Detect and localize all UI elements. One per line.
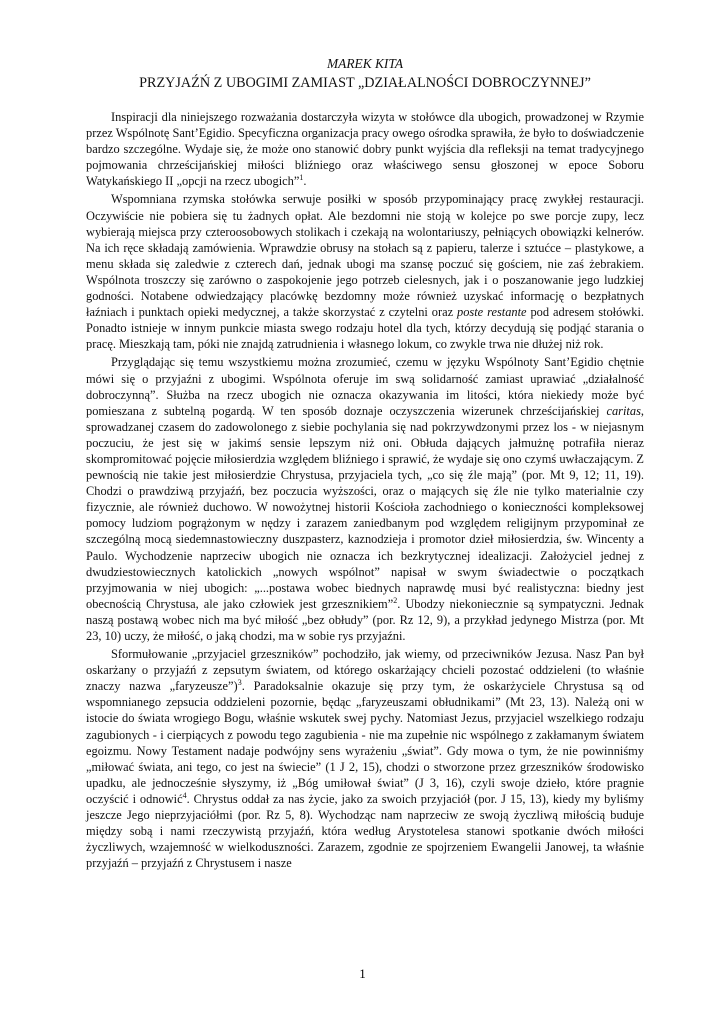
text-run: Sformułowanie „przyjaciel grzeszników” pochodziło, jak wiemy, od przeciwników Jezusa. Nasz Pan był oskarżany o przyjaźń z zepsutym światem, od którego oskarżający chcieli pozostać oddzieleni (to właśnie znaczy nazwa „faryzeusze”)	[86, 647, 644, 694]
paragraph	[86, 191, 644, 352]
paragraph	[86, 354, 644, 644]
author-name: MAREK KITA	[327, 56, 403, 71]
footnote-marker: 1	[299, 173, 304, 183]
document-page	[86, 56, 644, 873]
page-number: 1	[359, 966, 366, 981]
text-run: Wspomniana rzymska stołówka serwuje posiłki w sposób przypominający pracę zwykłej restauracji. Oczywiście nie pobiera się tu żadnych opłat. Ale bezdomni nie stoją w kolejce po swe porcje zupy, lecz wybierają miejsca przy czteroosobowych stolikach i czekają na wolontariuszy, pełniących obowiązki kelnerów. Na ich ręce składają zamówienia. Wprawdzie obrusy na stołach są z papieru, talerze i sztućce – plastykowe, a menu składa się zaledwie z czterech dań, jednak ubogi ma szansę poczuć się gościem, nie zaś żebrakiem. Wspólnota troszczy się zarówno o zaspokojenie jego potrzeb cielesnych, jak i o poszanowanie jego ludzkiej godności. Notabene odwiedzający placówkę bezdomny może również uzyskać informację o bezpłatnych łaźniach i punktach opieki medycznej, a także skorzystać z czytelni oraz	[86, 192, 644, 320]
footnote-marker: 2	[393, 595, 398, 605]
footnote-marker: 3	[237, 678, 242, 688]
text-run: . Chrystus oddał za nas życie, jako za swoich przyjaciół (por. J 15, 13), kiedy my byliśmy jeszcze Jego nieprzyjaciółmi (por. Rz 5, 8). Wychodząc nam naprzeciw ze swoją życzliwą miłością buduje między sobą i nami rzeczywistą przyjaźń, która według Arystotelesa stanowi spotkanie dwóch miłości życzliwych, wzajemność w wielkoduszności. Zarazem, zgodnie ze spojrzeniem Ewangelii Janowej, ta właśnie przyjaźń – przyjaźń z Chrystusem i nasze	[86, 791, 644, 871]
footnote-marker: 4	[182, 790, 187, 800]
article-title: PRZYJAŹŃ Z UBOGIMI ZAMIAST „DZIAŁALNOŚCI DOBROCZYNNEJ”	[139, 75, 591, 91]
text-run: Inspiracji dla niniejszego rozważania dostarczyła wizyta w stołówce dla ubogich, prowadzonej w Rzymie przez Wspólnotę Sant’Egidio. Specyficzna organizacja pracy owego ośrodka sprawiła, że było to doświadczenie bardzo szczególne. Wydaje się, że może ono stanowić dobry punkt wyjścia dla refleksji na temat tradycyjnego pojmowania chrześcijańskiej miłości bliźniego oraz właściwego sensu głoszonej w epoce Soboru Watykańskiego II „opcji na rzecz ubogich”	[86, 110, 644, 189]
italic-text: caritas	[606, 403, 641, 418]
text-run: . Ubodzy niekoniecznie są sympatyczni. Jednak naszą postawą wobec nich ma być miłość „bez obłudy” (por. Rz 12, 9), a przykład jedynego Mistrza (por. Mt 23, 10) uczy, że miłość, o jaką chodzi, ma w sobie rys przyjaźni.	[86, 596, 644, 643]
text-run: , sprowadzanej czasem do zadowolonego z siebie pochylania się nad pokrzywdzonymi przez los - w niejasnym poczuciu, że jest się w jakimś sensie lepszym niż oni. Obłuda dających jałmużnę potrafiła nieraz skompromitować pojęcie miłosierdzia względem bliźniego i sprawić, że wydaje się ono czymś uwłaczającym. Z pewnością nie takie jest miłosierdzie Chrystusa, przyjaciela tych, „co się źle mają” (por. Mt 9, 12; 11, 19). Chodzi o prawdziwą przyjaźń, bez poczucia wyższości, oraz o mających się źle nie tylko materialnie czy fizycznie, ale również duchowo. W nowożytnej historii Kościoła zachodniego o konieczności kompleksowej pomocy ludziom pogrążonym w nędzy i zarazem zaniedbanym pod względem religijnym przypominał ze szczególną mocą siedemnastowieczny duszpasterz, kaznodzieja i promotor dzieł miłosierdzia, św. Wincenty a Paulo. Wychodzenie naprzeciw ubogich nie oznacza ich bezkrytycznej idealizacji. Założyciel jednej z dwudziestowiecznych katolickich „nowych wspólnot” napisał w swym świadectwie o początkach przyjmowania w niej ubogich: „...postawa wobec biednych naprawdę musi być realistyczna: biedny jest obecnością Chrystusa, ale jako człowiek jest grzesznikiem”	[86, 403, 644, 611]
text-run: . Paradoksalnie okazuje się przy tym, że oskarżyciele Chrystusa są od wspomnianego zepsucia oddzieleni pozornie, będąc „faryzeuszami obłudnikami” (Mt 23, 13). Należą oni w istocie do świata wrogiego Bogu, właśnie wskutek swej pychy. Natomiast Jezus, przyjaciel wszelkiego rodzaju zagubionych - i cierpiących z powodu tego zagubienia - nie ma zupełnie nic wspólnego z zakłamanym światem egoizmu. Nowy Testament nadaje podwójny sens wyrażeniu „świat”. Gdy mowa o tym, że nie powinniśmy „miłować świata, ani tego, co jest na świecie” (1 J 2, 15), chodzi o stworzone przez grzeszników środowisko upadku, ale jednocześnie słyszymy, iż „Bóg umiłował świat” (J 3, 16), czyli swoje dzieło, które pragnie oczyścić i odnowić	[86, 679, 644, 806]
body-text	[86, 109, 644, 871]
text-run: Przyglądając się temu wszystkiemu można zrozumieć, czemu w języku Wspólnoty Sant’Egidio chętnie mówi się o przyjaźni z ubogimi. Wspólnota oferuje im swą solidarność zamiast uprawiać „działalność dobroczynną”. Służba na rzecz ubogich nie oznacza okazywania im litości, która niekiedy może być pomieszana z subtelną pogardą. W ten sposób doznaje oczyszczenia wizerunek chrześcijańskiej	[86, 355, 644, 418]
paragraph	[86, 646, 644, 871]
paragraph	[86, 109, 644, 189]
italic-text: poste restante	[457, 305, 527, 320]
text-run: .	[303, 174, 307, 189]
text-run: pod adresem stołówki. Ponadto istnieje w innym punkcie miasta swego rodzaju hotel dla tych, którzy decydują się podjąć starania o pracę. Mieszkają tam, póki nie znajdą zatrudnienia i własnego lokum, co zwykle trwa nie dłużej niż rok.	[86, 305, 644, 352]
